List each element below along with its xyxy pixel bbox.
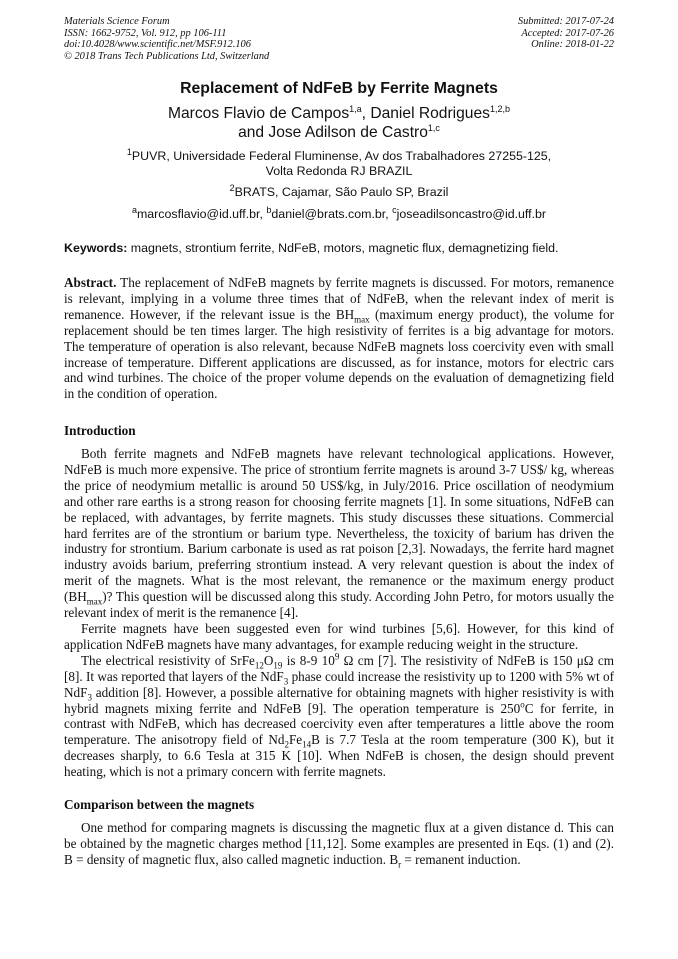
intro-p1-text-a: Both ferrite magnets and NdFeB magnets have relevant technological applications. However, NdFeB is much more expensive. The price of strontium ferrite magnets is around 3-7 US$/ kg, whereas the price of neodymium metallic is around 50 US$/kg, in July/2016. Price oscillation of neodymium and other rare earths is a strong reason for choosing ferrite magnets [1]. In some situations, NdFeB can be replaced, with advantages, by ferrite magnets. This study discusses these situations. Commercial hard ferrites are of the strontium or barium type. Nevertheless, the toxicity of barium has driven the industry for strontium. Barium carbonate is used as rat poison [2,3]. Nowadays, the ferrite hard magnet industry avoids barium, preferring strontium instead. A very relevant question is about the index of merit of the magnets. What is the most relevant, the remanence or the maximum energy product (BH [64, 446, 614, 605]
author-3-affil: 1,c [427, 122, 440, 133]
intro-p1-text-b: )? This question will be discussed along this study. According John Petro, for motors usually the relevant index of merit is the remanence [4]. [64, 589, 614, 621]
email-b: daniel@brats.com.br, [271, 207, 393, 221]
abstract-subscript: max [354, 314, 370, 325]
author-list [0, 104, 678, 142]
paper-title: Replacement of NdFeB by Ferrite Magnets [180, 80, 498, 97]
comparison-paragraph-1 [64, 820, 614, 868]
accepted-date: Accepted: 2017-07-26 [521, 27, 614, 39]
keywords-label: Keywords: [64, 241, 128, 255]
intro-p3-e: phase could increase the resistivity up to 1200 with 5% wt of NdF [64, 668, 615, 700]
email-a: marcosflavio@id.uff.br, [136, 207, 267, 221]
intro-paragraph-1 [64, 446, 614, 621]
intro-p3-g: C for ferrite, in contrast with NdFeB, which has decreased coercivity even after temperatures a little above the room temperature. The anisotropy field of Nd [64, 700, 614, 748]
online-date: Online: 2018-01-22 [531, 39, 614, 51]
author-2-affil: 1,2,b [489, 103, 510, 114]
journal-name: Materials Science Forum [64, 16, 170, 27]
comparison-p1-sub: r [398, 859, 402, 870]
intro-p3-s2: 19 [273, 660, 283, 671]
intro-p3-s6: 14 [302, 739, 312, 750]
intro-p3-s4: 3 [87, 692, 92, 703]
author-3: and Jose Adilson de Castro [238, 124, 428, 141]
email-b-mark: b [266, 204, 272, 215]
comparison-p1-a: One method for comparing magnets is discussing the magnetic flux at a given distance d. This can be obtained by the magnetic charges method [11,12]. Some examples are presented in Eqs. (1) and (2). B = density of magnetic flux, also called magnetic induction. B [64, 820, 614, 867]
intro-p3-c: is 8-9 10 [282, 652, 335, 668]
intro-p3-h: Fe [288, 732, 303, 748]
keywords-text: magnets, strontium ferrite, NdFeB, motors, magnetic flux, demagnetizing field. [127, 241, 559, 255]
intro-p3-sup2: o [520, 699, 525, 710]
intro-p1-sub: max [86, 596, 103, 607]
affiliation-2-text: BRATS, Cajamar, São Paulo SP, Brazil [234, 185, 449, 199]
author-1-affil: 1,a [349, 103, 362, 114]
intro-p3-b: O [263, 652, 274, 668]
intro-p3-s3: 3 [283, 676, 289, 687]
comparison-body [64, 820, 614, 868]
email-a-mark: a [131, 204, 137, 215]
abstract-text-2: (maximum energy product), the volume for replacement should be ten times larger. The high resistivity of ferrites is a big advantage for motors. The temperature of operation is also relevant, because NdFeB magnets loss coercivity even with small increase of temperature. Different applications are discussed, as for instance, motors for electric cars and wind turbines. The choice of the proper volume depends on the evaluation of demagnetizing field in the condition of operation. [64, 306, 614, 402]
section-heading-introduction: Introduction [64, 423, 136, 438]
intro-paragraph-2: Ferrite magnets have been suggested even for wind turbines [5,6]. However, for this kind of application NdFeB magnets have many advantages, for example reducing weight in the structure. [64, 620, 614, 652]
intro-paragraph-3 [64, 653, 614, 780]
journal-info [64, 16, 269, 62]
keywords [64, 241, 614, 256]
email-list [0, 204, 678, 222]
section-heading-comparison: Comparison between the magnets [64, 797, 255, 812]
affiliation-2 [0, 182, 678, 200]
intro-p3-sup1: 9 [334, 651, 340, 662]
affiliation-1-mark: 1 [126, 146, 132, 157]
abstract-text-1: The replacement of NdFeB magnets by ferrite magnets is discussed. For motors, remanence is relevant, implying in a volume three times that of NdFeB, when the relevant index of merit is remanence. However, if the relevant issue is the BH [64, 275, 614, 322]
intro-p3-f: addition [8]. However, a possible alternative for obtaining magnets with higher resistivity is with hybrid magnets mixing ferrite and NdFeB [9]. The operation temperature is 250 [64, 684, 614, 716]
intro-p3-s5: 2 [284, 739, 289, 750]
introduction-body [64, 446, 614, 780]
abstract-label: Abstract. [64, 275, 117, 290]
affiliation-1 [0, 146, 678, 179]
abstract [64, 275, 614, 402]
intro-p3-d: Ω cm [7]. The resistivity of NdFeB is 150 μΩ cm [8]. It was reported that layers of the NdF [64, 652, 615, 684]
affiliation-1-line-1: PUVR, Universidade Federal Fluminense, Av dos Trabalhadores 27255-125, [131, 149, 552, 163]
intro-p3-s1: 12 [254, 660, 264, 671]
submitted-date: Submitted: 2017-07-24 [517, 16, 614, 27]
affiliation-1-line-2: Volta Redonda RJ BRAZIL [265, 164, 413, 178]
intro-p3-i: B is 7.7 Tesla at the room temperature (300 K), but it decreases sharply, to 6.6 Tesla at 315 K [10]. When NdFeB is chosen, the design should prevent heating, which is not a primary concern with ferrite magnets. [64, 732, 614, 780]
author-2: , Daniel Rodrigues [361, 105, 490, 122]
doi-line: doi:10.4028/www.scientific.net/MSF.912.106 [64, 39, 251, 51]
author-1: Marcos Flavio de Campos [168, 105, 350, 122]
affiliation-2-mark: 2 [229, 182, 235, 193]
intro-p3-a: The electrical resistivity of SrFe [81, 652, 255, 668]
email-c: joseadilsoncastro@id.uff.br [396, 207, 547, 221]
issn-line: ISSN: 1662-9752, Vol. 912, pp 106-111 [64, 27, 227, 39]
email-c-mark: c [392, 204, 397, 215]
copyright-line: © 2018 Trans Tech Publications Ltd, Switzerland [64, 50, 270, 62]
comparison-p1-b: = remanent induction. [401, 851, 521, 867]
submission-dates [518, 16, 614, 51]
